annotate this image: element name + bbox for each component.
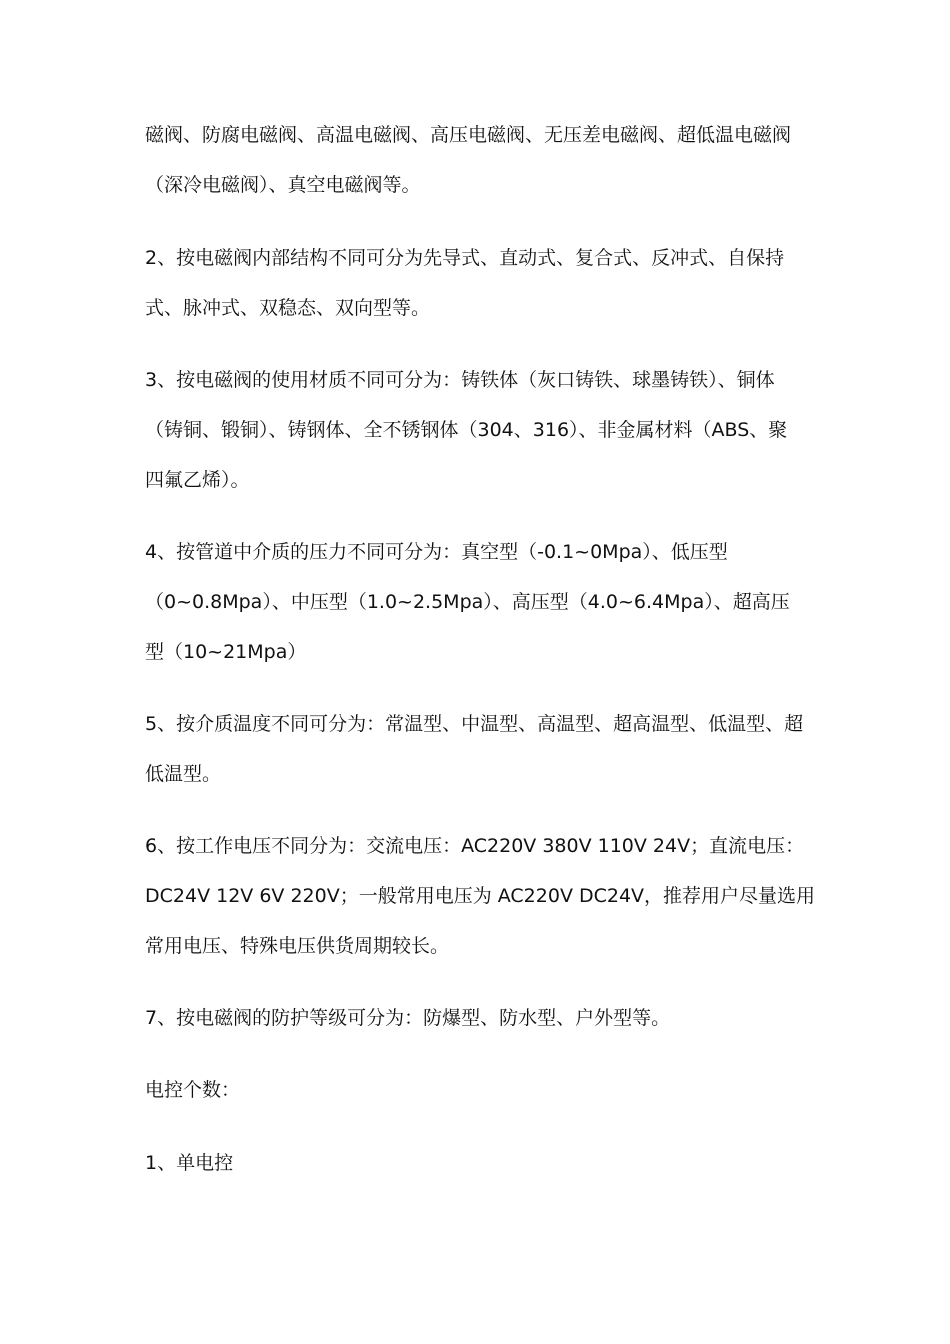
text-line: 4、按管道中介质的压力不同可分为：真空型（-0.1~0Mpa）、低压型 [145,541,728,563]
text-line: 7、按电磁阀的防护等级可分为：防爆型、防水型、户外型等。 [145,1007,671,1029]
section-heading: 电控个数： [145,1079,241,1101]
text-line: 5、按介质温度不同可分为：常温型、中温型、高温型、超高温型、低温型、超 [145,713,804,735]
text-line: DC24V 12V 6V 220V；一般常用电压为 AC220V DC24V，推荐用户尽量选用 [145,885,816,907]
text-line: 型（10~21Mpa） [145,641,307,663]
text-line: 低温型。 [145,763,222,785]
text-line: 2、按电磁阀内部结构不同可分为先导式、直动式、复合式、反冲式、自保持 [145,247,785,269]
text-line: （铸铜、锻铜）、铸钢体、全不锈钢体（304、316）、非金属材料（ABS、聚 [145,419,788,441]
text-line: 1、单电控 [145,1152,234,1174]
text-line: 常用电压、特殊电压供货周期较长。 [145,935,450,957]
text-line: 6、按工作电压不同分为：交流电压：AC220V 380V 110V 24V；直流电压： [145,835,805,857]
text-line: 式、脉冲式、双稳态、双向型等。 [145,297,431,319]
text-line: 3、按电磁阀的使用材质不同可分为：铸铁体（灰口铸铁、球墨铸铁）、铜体 [145,369,775,391]
text-line: （0~0.8Mpa）、中压型（1.0~2.5Mpa）、高压型（4.0~6.4Mpa）、超高压 [145,591,790,613]
text-line: 磁阀、防腐电磁阀、高温电磁阀、高压电磁阀、无压差电磁阀、超低温电磁阀 [145,124,792,146]
text-line: 四氟乙烯）。 [145,469,250,491]
text-line: （深冷电磁阀）、真空电磁阀等。 [145,174,421,196]
